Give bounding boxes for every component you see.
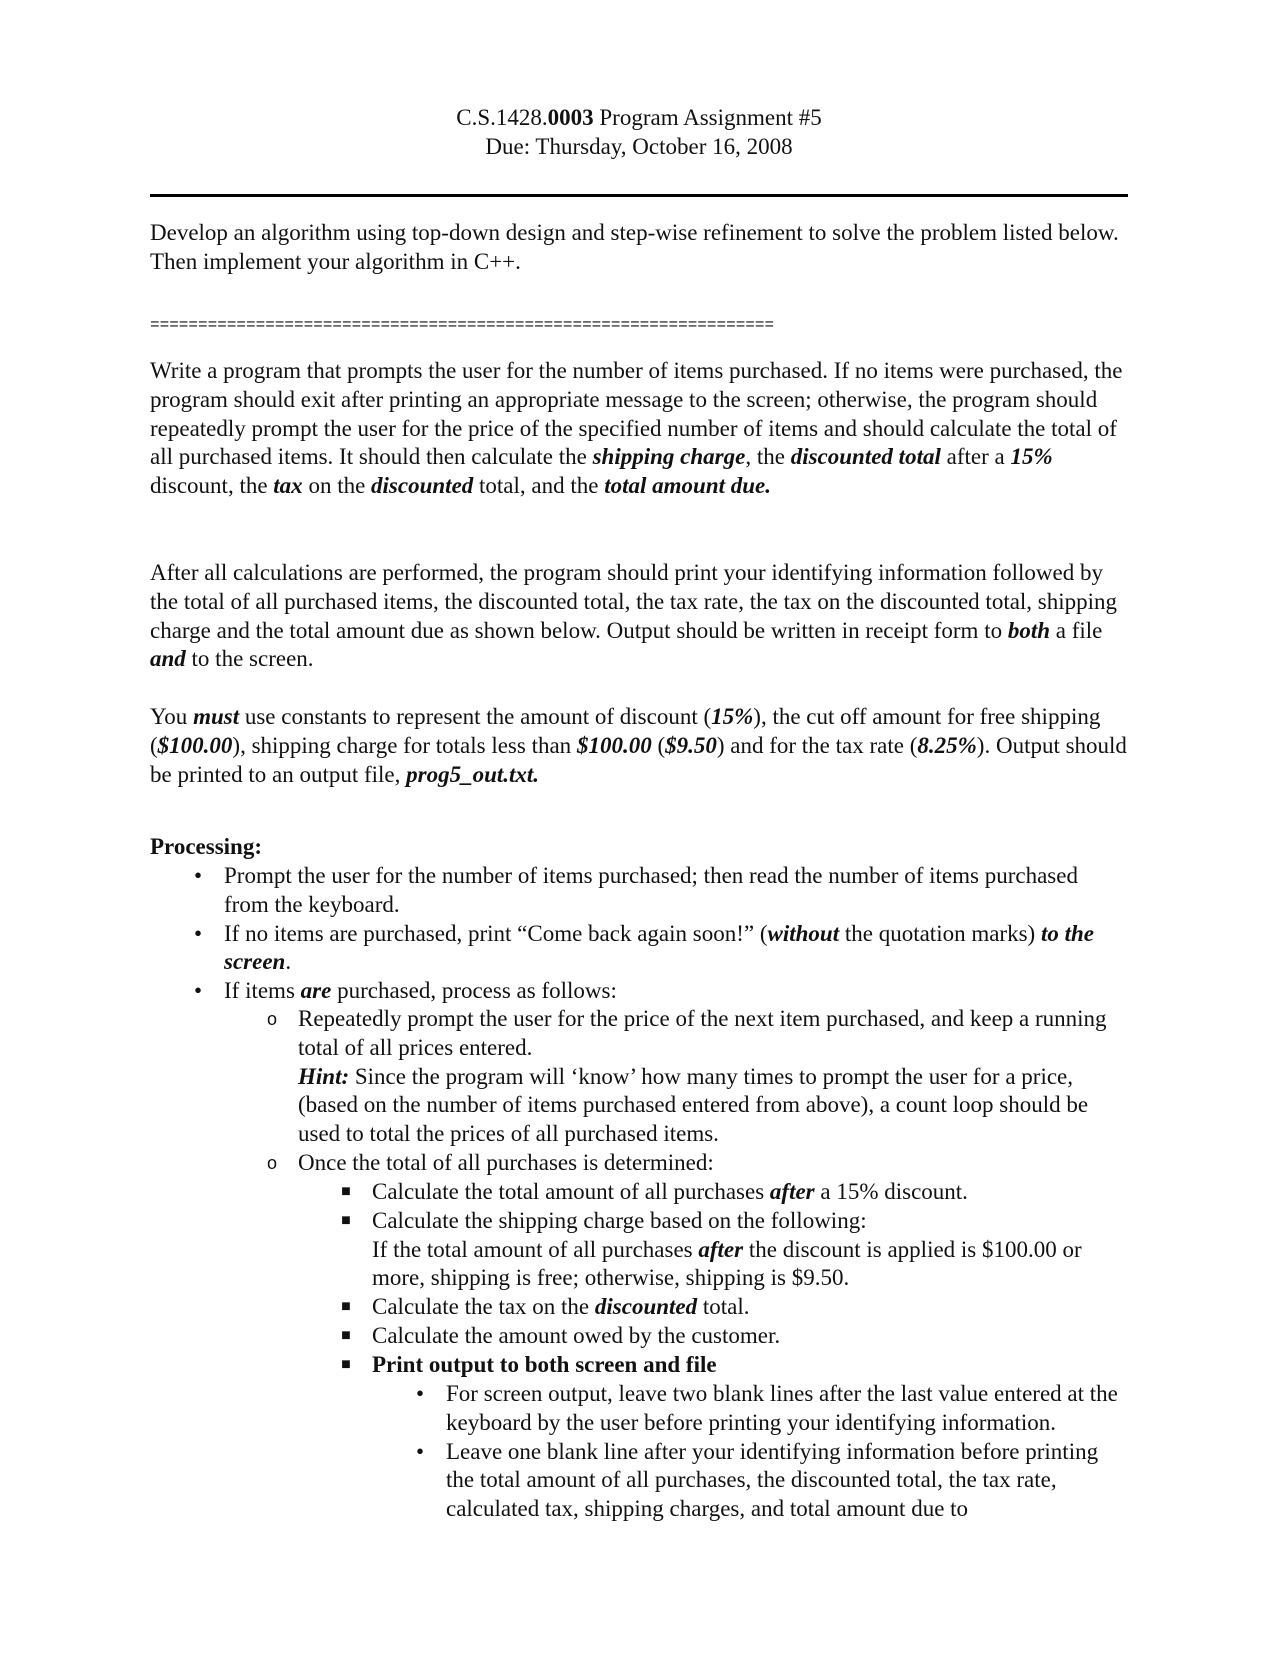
text-run: to the screen. bbox=[185, 646, 314, 672]
bullet-icon: • bbox=[193, 920, 203, 946]
hint-label: Hint: bbox=[298, 1063, 350, 1089]
emphasis-discounted: discounted bbox=[594, 1294, 698, 1320]
list-item bbox=[193, 862, 1112, 920]
list-item bbox=[341, 1207, 1122, 1293]
text-run: use constants to represent the amount of discount ( bbox=[239, 704, 712, 729]
bullet-icon: • bbox=[415, 1381, 425, 1406]
equals-separator: ================================================================= bbox=[150, 316, 775, 334]
problem-paragraph bbox=[150, 357, 1128, 501]
emphasis-discount-constant: 15% bbox=[711, 704, 754, 729]
list-item bbox=[193, 920, 1112, 978]
list-item bbox=[266, 1005, 1116, 1149]
text-run: If the total amount of all purchases bbox=[372, 1236, 699, 1262]
emphasis-must: must bbox=[193, 704, 240, 729]
list-item-text: Leave one blank line after your identifying information before printing the total amount of all purchases, the discounted total, the tax rate, calculated tax, shipping charges, and total amount due to bbox=[446, 1438, 1099, 1522]
text-run: ( bbox=[651, 732, 666, 758]
text-run: ), the cut off amount for free shipping ( bbox=[150, 704, 1101, 758]
bullet-icon: • bbox=[415, 1438, 425, 1464]
circle-bullet-icon: o bbox=[266, 1009, 277, 1029]
emphasis-cutoff-amount: $100.00 bbox=[576, 732, 652, 758]
text-run: ). Output should be printed to an output file, bbox=[150, 732, 1127, 787]
text-run: total, and the bbox=[473, 473, 605, 499]
emphasis-discounted-total: discounted total bbox=[790, 444, 941, 470]
list-item bbox=[415, 1380, 1128, 1438]
list-item-text: Calculate the shipping charge based on the following: bbox=[372, 1207, 867, 1233]
text-run: the discount is applied is $100.00 or more, shipping is free; otherwise, shipping is $9.50. bbox=[372, 1236, 1082, 1291]
course-section: 0003 bbox=[547, 105, 594, 130]
emphasis-shipping-charge: shipping charge bbox=[592, 444, 746, 470]
list-item bbox=[341, 1351, 1122, 1380]
constants-paragraph bbox=[150, 703, 1128, 789]
text-run: , the bbox=[745, 444, 791, 470]
text-run: ), shipping charge for totals less than bbox=[232, 732, 577, 758]
text-run: a 15% discount. bbox=[814, 1179, 968, 1204]
circle-bullet-icon: o bbox=[266, 1152, 277, 1173]
assignment-title bbox=[150, 104, 1128, 133]
text-run: ) and for the tax rate ( bbox=[716, 732, 918, 758]
text-run: Calculate the total amount of all purchases bbox=[372, 1179, 770, 1204]
bullet-icon: • bbox=[193, 978, 203, 1004]
emphasis-after: after bbox=[698, 1236, 744, 1262]
text-run: the quotation marks) bbox=[839, 920, 1041, 946]
emphasis-after: after bbox=[769, 1179, 815, 1204]
processing-heading: Processing: bbox=[150, 834, 263, 859]
list-item bbox=[341, 1178, 1122, 1207]
emphasis-shipping-constant: $9.50 bbox=[665, 732, 717, 758]
square-bullet-icon: ■ bbox=[341, 1326, 351, 1344]
emphasis-cutoff-constant: $100.00 bbox=[157, 732, 233, 758]
emphasis-discount-rate: 15% bbox=[1010, 444, 1053, 470]
step-list bbox=[341, 1178, 1122, 1380]
square-bullet-icon: ■ bbox=[341, 1355, 351, 1373]
text-run: after a bbox=[940, 444, 1011, 470]
course-prefix: C.S.1428. bbox=[456, 105, 548, 130]
square-bullet-icon: ■ bbox=[341, 1183, 351, 1200]
list-item-text: For screen output, leave two blank lines after the last value entered at the keyboard by the user before printing your identifying information. bbox=[446, 1381, 1118, 1435]
sub-list bbox=[266, 1005, 1116, 1178]
text-run: a file bbox=[1050, 617, 1103, 643]
assignment-name: Program Assignment #5 bbox=[593, 105, 822, 130]
text-run: You bbox=[150, 704, 194, 729]
list-item bbox=[415, 1438, 1128, 1524]
emphasis-both: both bbox=[1007, 617, 1051, 643]
emphasis-are: are bbox=[300, 978, 332, 1004]
emphasis-total-amount-due: total amount due. bbox=[604, 473, 772, 499]
list-item-text: Repeatedly prompt the user for the price of the next item purchased, and keep a running total of all prices entered. bbox=[298, 1006, 1107, 1060]
emphasis-discounted: discounted bbox=[371, 473, 474, 499]
text-run: If no items are purchased, print “Come back again soon!” ( bbox=[224, 920, 768, 946]
emphasis-and: and bbox=[150, 646, 186, 672]
list-item bbox=[341, 1293, 1122, 1322]
list-item bbox=[266, 1149, 1116, 1178]
processing-list bbox=[193, 862, 1112, 1006]
emphasis-output-filename: prog5_out.txt. bbox=[406, 761, 540, 787]
text-run: After all calculations are performed, the program should print your identifying information followed by the total of all purchased items, the discounted total, the tax rate, the tax on the discounted total, shipping charge and the total amount due as shown below. Output should be written in receipt form to bbox=[150, 560, 1118, 643]
emphasis-to-the-screen: to the screen bbox=[224, 920, 1094, 975]
bullet-icon: • bbox=[193, 863, 203, 888]
header-divider bbox=[150, 194, 1128, 197]
list-item bbox=[341, 1322, 1122, 1351]
list-item-text: Prompt the user for the number of items purchased; then read the number of items purchased from the keyboard. bbox=[224, 863, 1078, 917]
text-run: Calculate the tax on the bbox=[372, 1294, 595, 1320]
text-run: purchased, process as follows: bbox=[331, 978, 617, 1004]
due-date: Due: Thursday, October 16, 2008 bbox=[485, 133, 793, 159]
text-run: discount, the bbox=[150, 473, 274, 499]
square-bullet-icon: ■ bbox=[341, 1211, 351, 1229]
emphasis-tax: tax bbox=[273, 473, 303, 499]
square-bullet-icon: ■ bbox=[341, 1298, 351, 1316]
text-run: If items bbox=[224, 978, 301, 1004]
list-item-text: Calculate the amount owed by the customer. bbox=[372, 1322, 781, 1348]
text-run: on the bbox=[302, 473, 372, 499]
list-item-text: Once the total of all purchases is determined: bbox=[298, 1149, 714, 1175]
output-list bbox=[415, 1380, 1128, 1524]
intro-paragraph: Develop an algorithm using top-down design and step-wise refinement to solve the problem listed below. Then implement your algorithm in C++. bbox=[150, 220, 1119, 274]
list-item-text: Print output to both screen and file bbox=[372, 1351, 717, 1377]
emphasis-tax-constant: 8.25% bbox=[917, 732, 977, 758]
list-item bbox=[193, 977, 1112, 1006]
text-run: total. bbox=[697, 1294, 750, 1320]
hint-text: Since the program will ‘know’ how many times to prompt the user for a price, (based on the number of items purchased entered from above), a count loop should be used to total the prices of all purchased items. bbox=[298, 1063, 1089, 1147]
emphasis-without: without bbox=[767, 920, 840, 946]
output-paragraph bbox=[150, 559, 1128, 674]
document-header bbox=[150, 104, 1128, 162]
text-run: Write a program that prompts the user for the number of items purchased. If no items were purchased, the program should exit after printing an appropriate message to the screen; otherwise, the program should repeatedly prompt the user for the price of the specified number of items and should calculate the total of all purchased items. It should then calculate the bbox=[150, 358, 1123, 470]
text-run: . bbox=[285, 949, 292, 975]
